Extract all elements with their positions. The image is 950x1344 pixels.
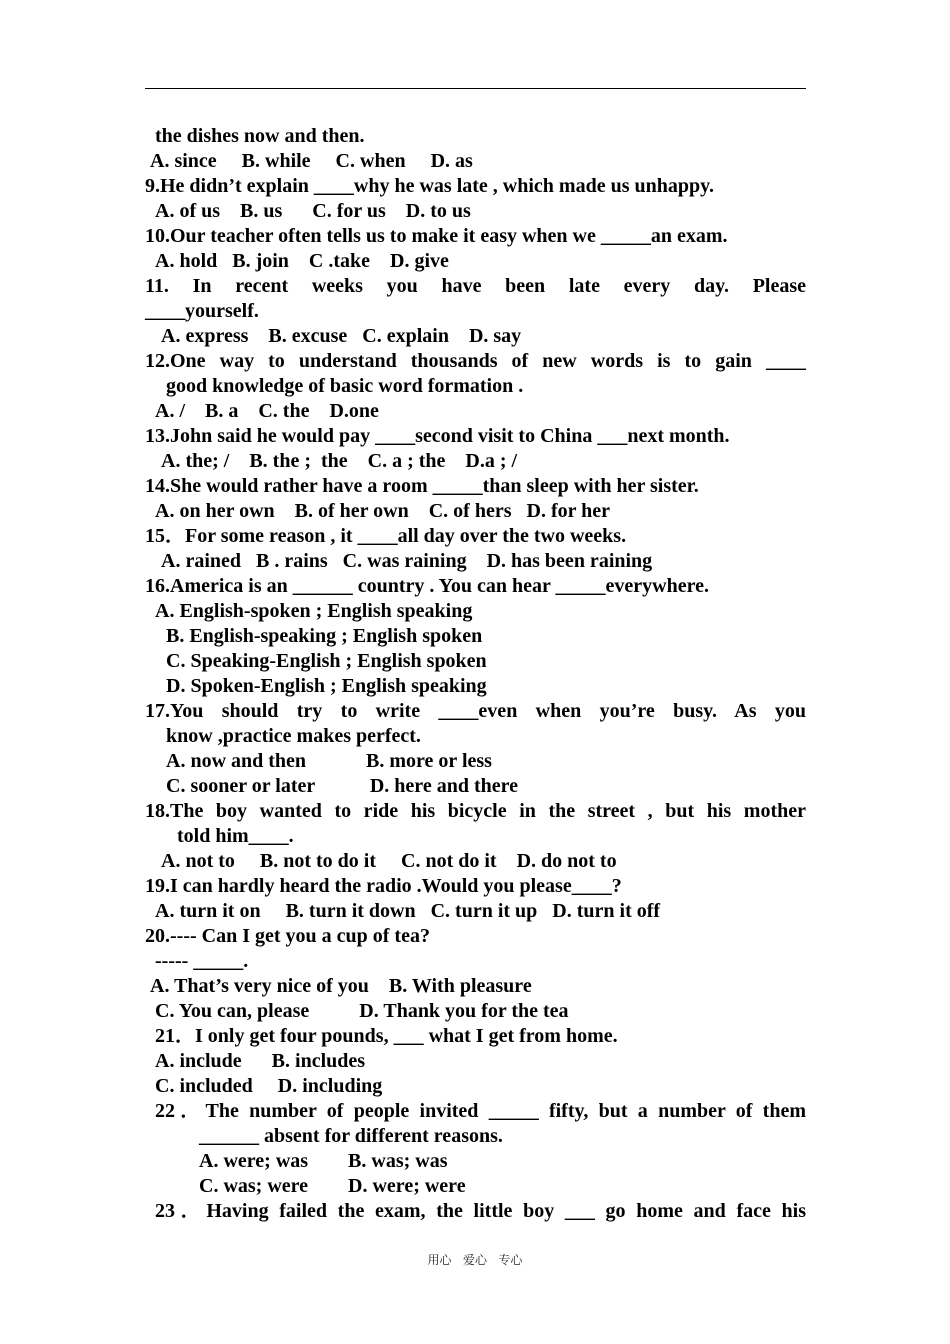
text-line: 19.I can hardly heard the radio .Would you please____? [145, 875, 622, 897]
text-line: 17.You should try to write ____even when you’re busy. As you [145, 700, 806, 722]
text-line: 16.America is an ______ country . You can hear _____everywhere. [145, 575, 710, 597]
text-line: 10.Our teacher often tells us to make it easy when we _____an exam. [145, 225, 728, 247]
text-line: good knowledge of basic word formation . [166, 375, 524, 397]
text-line: know ,practice makes perfect. [166, 725, 421, 747]
text-line: 23．Having failed the exam, the little boy ___ go home and face his [155, 1200, 806, 1222]
text-line: A. English-spoken ; English speaking [155, 600, 473, 622]
text-line: A. since B. while C. when D. as [150, 150, 473, 172]
text-line: told him____. [177, 825, 294, 847]
text-line: A. were; was B. was; was [199, 1150, 448, 1172]
page-footer: 用心 爱心 专心 [427, 1253, 523, 1267]
text-line: A. That’s very nice of you B. With pleasure [150, 975, 532, 997]
text-line: 15．For some reason , it ____all day over the two weeks. [145, 525, 627, 547]
text-line: D. Spoken-English ; English speaking [166, 675, 487, 697]
text-line: C. You can, please D. Thank you for the tea [155, 1000, 569, 1022]
text-line: A. express B. excuse C. explain D. say [161, 325, 522, 347]
text-line: C. sooner or later D. here and there [166, 775, 519, 797]
text-line: C. was; were D. were; were [199, 1175, 466, 1197]
text-line: A. hold B. join C .take D. give [155, 250, 449, 272]
text-line: A. turn it on B. turn it down C. turn it up D. turn it off [155, 900, 661, 922]
text-line: 20.---- Can I get you a cup of tea? [145, 925, 430, 947]
text-line: 12.One way to understand thousands of new words is to gain ____ [145, 350, 806, 372]
text-line: A. include B. includes [155, 1050, 366, 1072]
text-line: 21．I only get four pounds, ___ what I get from home. [155, 1025, 618, 1047]
header-rule [145, 88, 806, 89]
text-line: A. not to B. not to do it C. not do it D. do not to [161, 850, 617, 872]
text-line: C. included D. including [155, 1075, 383, 1097]
text-line: 9.He didn’t explain ____why he was late , which made us unhappy. [145, 175, 715, 197]
text-line: 14.She would rather have a room _____than sleep with her sister. [145, 475, 699, 497]
text-line: B. English-speaking ; English spoken [166, 625, 483, 647]
text-line: A. now and then B. more or less [166, 750, 492, 772]
text-line: 18.The boy wanted to ride his bicycle in the street , but his mother [145, 800, 806, 822]
text-line: the dishes now and then. [155, 125, 365, 147]
text-line: 11. In recent weeks you have been late every day. Please [145, 275, 806, 297]
text-line: 13.John said he would pay ____second visit to China ___next month. [145, 425, 730, 447]
text-line: A. of us B. us C. for us D. to us [155, 200, 471, 222]
text-line: A. on her own B. of her own C. of hers D. for her [155, 500, 610, 522]
text-line: ____yourself. [145, 300, 259, 322]
text-line: ______ absent for different reasons. [199, 1125, 503, 1147]
text-line: A. the; / B. the ; the C. a ; the D.a ; / [161, 450, 518, 472]
text-line: ----- _____. [155, 950, 249, 972]
text-line: A. / B. a C. the D.one [155, 400, 379, 422]
text-line: 22．The number of people invited _____ fifty, but a number of them [155, 1100, 806, 1122]
text-line: A. rained B . rains C. was raining D. has been raining [161, 550, 653, 572]
text-line: C. Speaking-English ; English spoken [166, 650, 487, 672]
